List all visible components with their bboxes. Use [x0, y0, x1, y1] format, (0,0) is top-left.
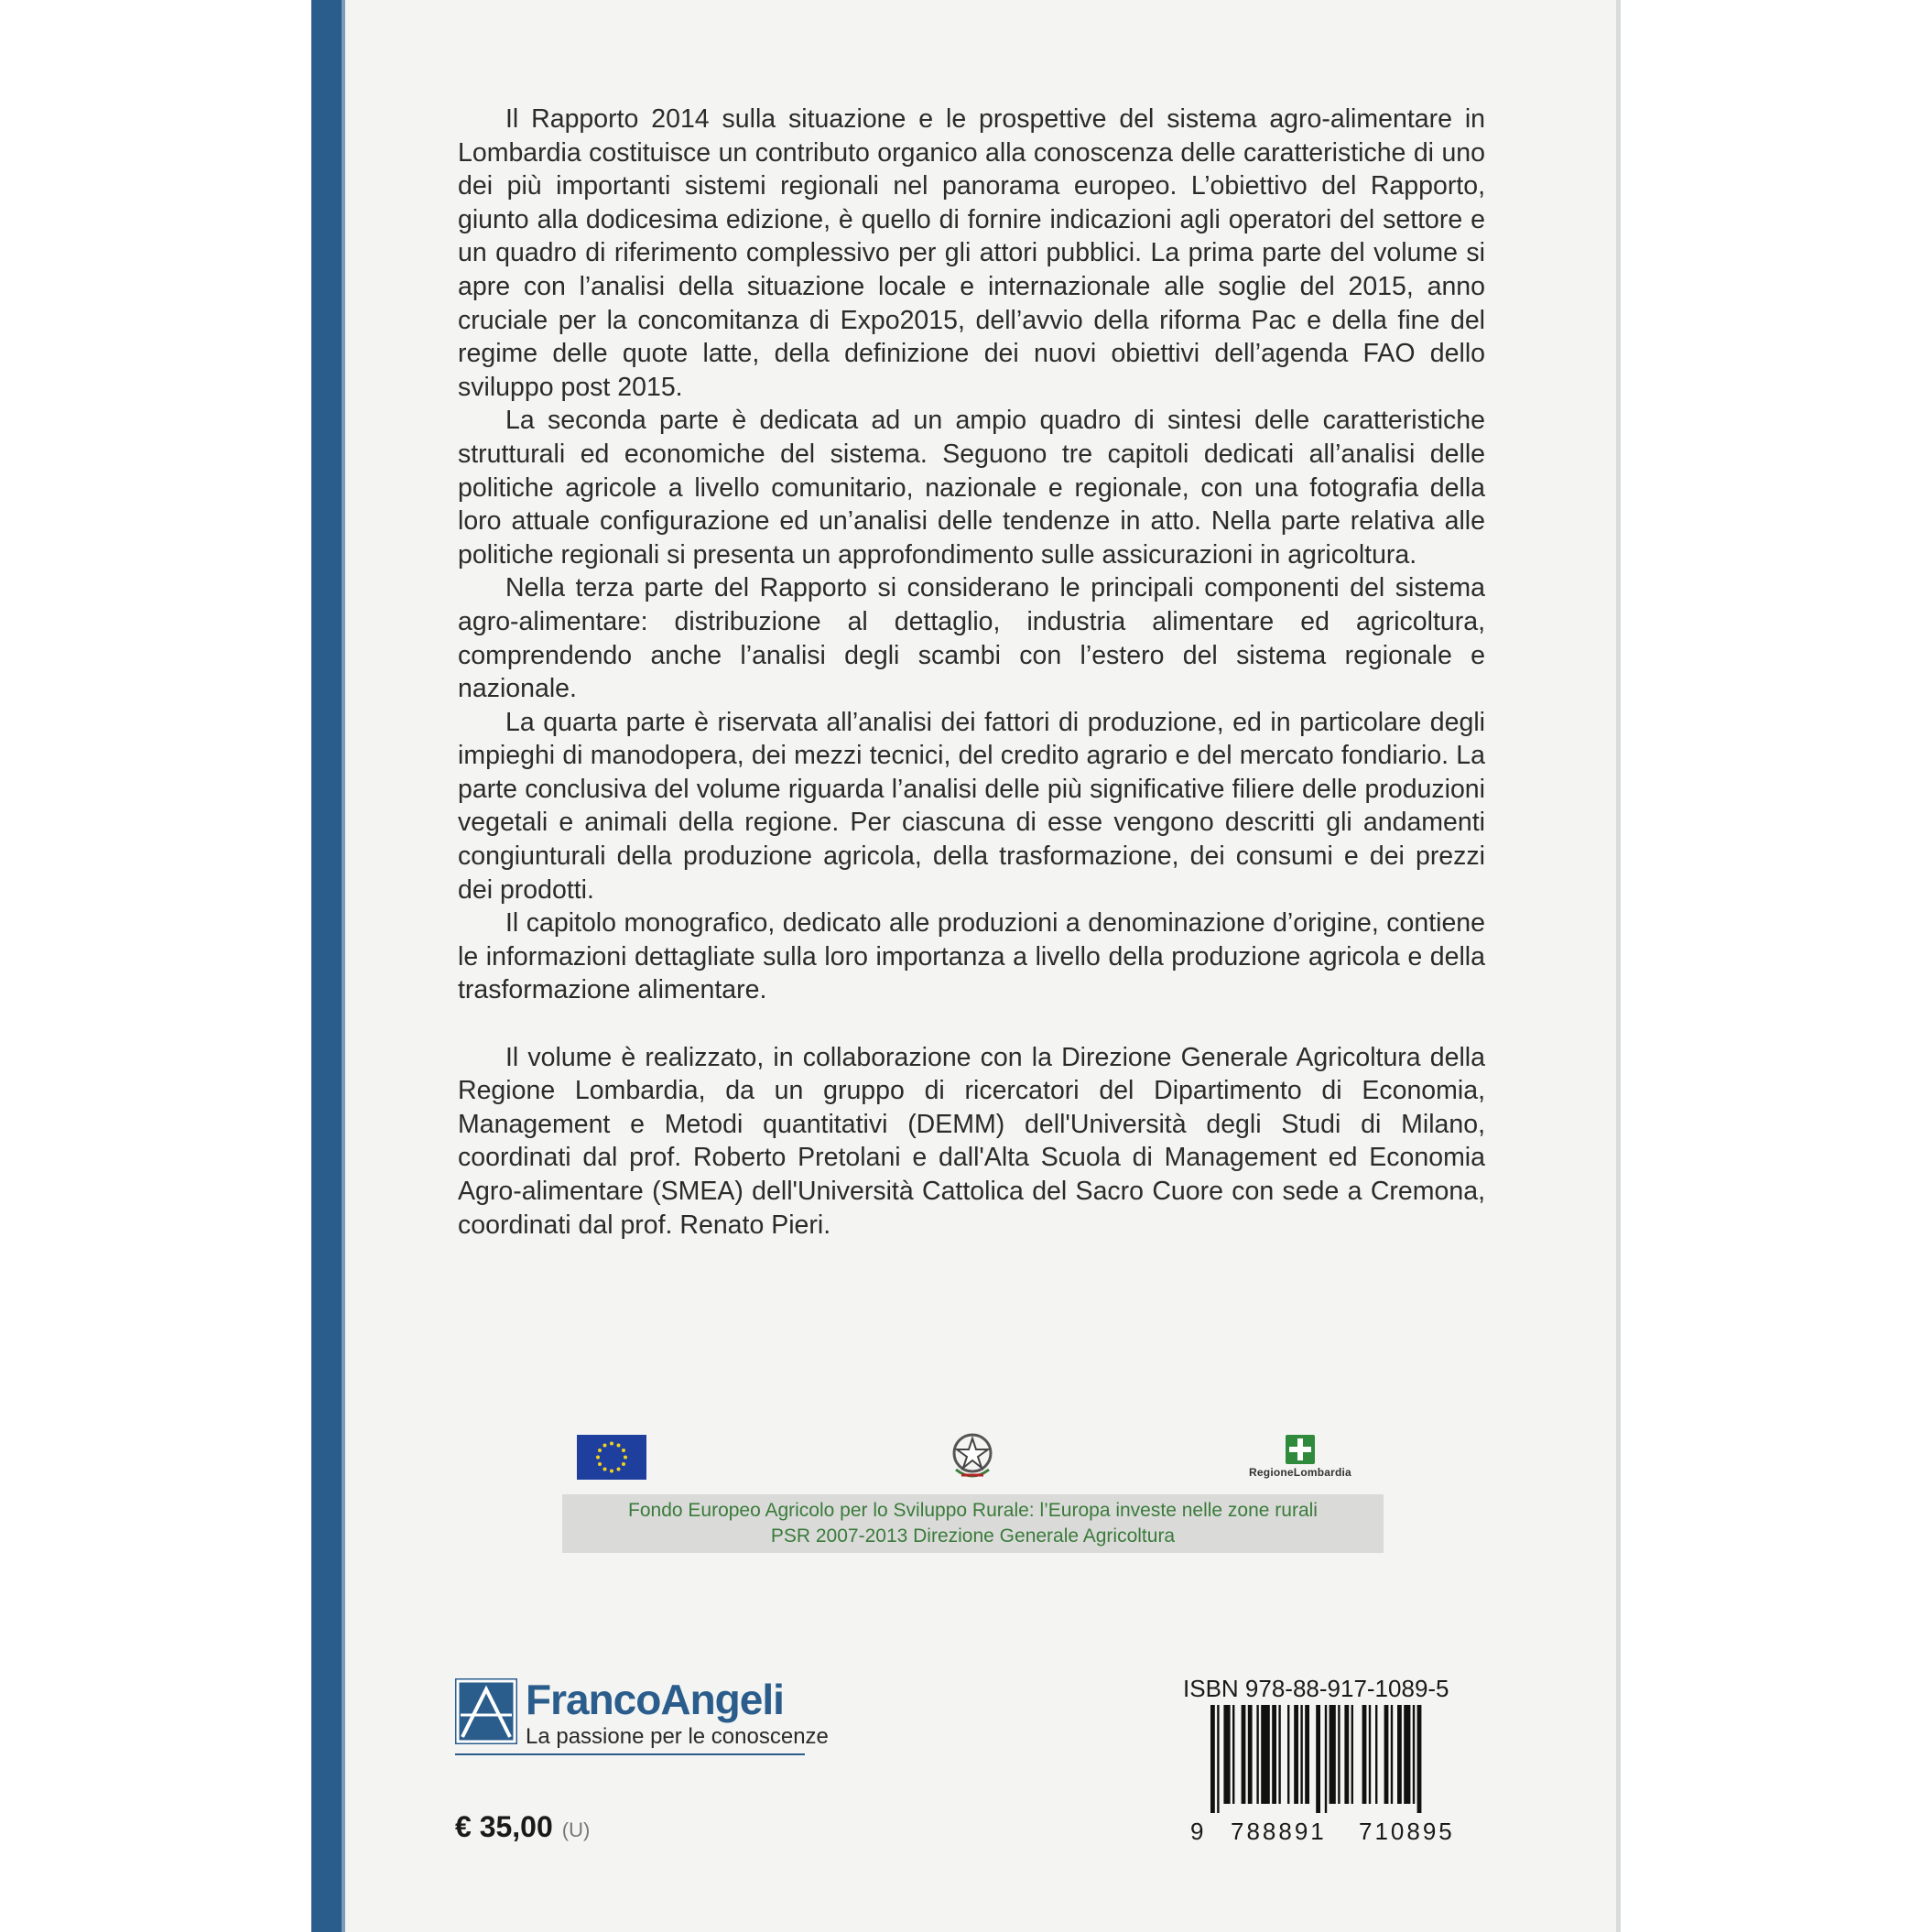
barcode-bar: [1223, 1705, 1230, 1804]
barcode-bar: [1261, 1705, 1270, 1804]
isbn-label: ISBN 978-88-917-1089-5: [1183, 1675, 1449, 1702]
barcode-bar: [1325, 1705, 1327, 1813]
barcode-bar: [1404, 1705, 1410, 1804]
blurb-paragraph-1: Il Rapporto 2014 sulla situazione e le prospettive del sistema agro-alimentare in Lombardia costituisce un contributo organico alla conoscenza delle caratteristiche di uno dei più importanti sistemi regionali nel panorama europeo. L’obiettivo del Rapporto, giunto alla dodicesima edizione, è quello di fornire indicazioni agli operatori del settore e un quadro di riferimento complessivo per gli attori pubblici. La prima parte del volume si apre con l’analisi della situazione locale e internazionale alle soglie del 2015, anno cruciale per la concomitanza di Expo2015, dell’avvio della riforma Pac e della fine del regime delle quote latte, della definizione dei nuovi obiettivi dell’agenda FAO dello sviluppo post 2015.: [458, 104, 1485, 402]
eu-star: [598, 1462, 602, 1466]
barcode-bar: [1391, 1705, 1393, 1804]
price: [455, 1810, 590, 1844]
blurb-paragraph-2: La seconda parte è dedicata ad un ampio quadro di sintesi delle caratteristiche strutturali ed economiche del sistema. Seguono tre capitoli dedicati all’analisi delle politiche agricole a livello comunitario, nazionale e regionale, con una fotografia della loro attuale configurazione ed un’analisi delle tendenze in atto. Nella parte relativa alle politiche regionali si presenta un approfondimento sulle assicurazioni in agricoltura.: [458, 406, 1485, 570]
eu-star: [596, 1456, 600, 1460]
funding-line-1: Fondo Europeo Agricolo per lo Sviluppo Rurale: l’Europa investe nelle zone rurali: [628, 1500, 1318, 1521]
eu-star: [603, 1467, 607, 1471]
barcode-first-digit: 9: [1190, 1818, 1204, 1845]
francoangeli-mark-icon: [455, 1678, 517, 1744]
barcode-bar: [1305, 1705, 1309, 1804]
eu-flag-icon: [577, 1435, 646, 1480]
barcode-bar: [1272, 1705, 1276, 1804]
barcode-bar: [1316, 1705, 1320, 1813]
barcode-bar: [1369, 1705, 1371, 1804]
publisher-name: FrancoAngeli: [526, 1676, 784, 1723]
barcode-bar: [1294, 1705, 1298, 1804]
cover-edge: [1616, 0, 1621, 1932]
barcode-bar: [1375, 1705, 1377, 1804]
eu-star: [610, 1470, 613, 1473]
barcode-bar: [1413, 1705, 1415, 1804]
price-code: (U): [561, 1818, 591, 1841]
barcode-bar: [1338, 1705, 1340, 1804]
eu-star: [624, 1456, 627, 1460]
price-value: € 35,00: [455, 1810, 553, 1843]
eu-star: [610, 1442, 613, 1446]
eu-star: [598, 1449, 602, 1452]
barcode-bar: [1397, 1705, 1402, 1804]
italy-emblem-icon: [949, 1429, 996, 1482]
blurb-text: [458, 103, 1485, 1242]
barcode-bar: [1417, 1705, 1422, 1813]
barcode-bar: [1217, 1705, 1219, 1813]
publisher-tagline: La passione per le conoscenze: [526, 1724, 829, 1749]
barcode-bar: [1256, 1705, 1258, 1804]
barcode-left-digits: 788891: [1231, 1818, 1327, 1845]
eu-star: [617, 1444, 621, 1448]
publisher-logo: [455, 1676, 829, 1757]
blurb-paragraph-5: Il capitolo monografico, dedicato alle produzioni a denominazione d’origine, contiene le informazioni dettagliate sulla loro importanza a livello della produzione agricola e della trasformazione alimentare.: [458, 908, 1485, 1005]
barcode-bar: [1330, 1705, 1336, 1804]
barcode-bar: [1242, 1705, 1246, 1804]
blurb-paragraph-4: La quarta parte è riservata all’analisi dei fattori di produzione, ed in particolare degli impieghi di manodopera, dei mezzi tecnici, del credito agrario e del mercato fondiario. La parte conclusiva del volume riguarda l’analisi delle più significative filiere delle produzioni vegetali e animali della regione. Per ciascuna di esse vengono descritti gli andamenti congiunturali della produzione agricola, della trasformazione, dei consumi e dei prezzi dei prodotti.: [458, 707, 1485, 905]
barcode-bar: [1248, 1705, 1253, 1804]
barcode-bar: [1362, 1705, 1367, 1804]
eu-star: [622, 1462, 625, 1466]
barcode-bar: [1300, 1705, 1302, 1804]
regione-lombardia-label: RegioneLombardia: [1249, 1466, 1351, 1479]
lombardia-rose-icon: [1286, 1435, 1315, 1464]
barcode-bar: [1278, 1705, 1280, 1804]
barcode-icon: [1210, 1705, 1485, 1813]
publisher-rule: [455, 1753, 805, 1755]
blurb-paragraph-3: Nella terza parte del Rapporto si considerano le principali componenti del sistema agro-alimentare: distribuzione al dettaglio, industria alimentare ed agricoltura, comprendendo anche l’analisi degli scambi con l’estero del sistema regionale e nazionale.: [458, 573, 1485, 704]
barcode-bar: [1351, 1705, 1353, 1804]
funding-notice: [562, 1494, 1384, 1553]
barcode-bar: [1344, 1705, 1349, 1804]
barcode-right-digits: 710895: [1359, 1818, 1455, 1845]
regione-lombardia-logo: [1236, 1435, 1364, 1482]
funding-line-2: PSR 2007-2013 Direzione Generale Agricoltura: [770, 1525, 1176, 1547]
barcode-bar: [1384, 1705, 1389, 1804]
eu-star: [603, 1444, 607, 1448]
credits-paragraph: Il volume è realizzato, in collaborazione con la Direzione Generale Agricoltura della Regione Lombardia, da un gruppo di ricercatori del Dipartimento di Economia, Management e Metodi quantitativi (DEMM) dell'Università degli Studi di Milano, coordinati dal prof. Roberto Pretolani e dall'Alta Scuola di Management ed Economia Agro-alimentare (SMEA) dell'Università Cattolica del Sacro Cuore con sede a Cremona, coordinati dal prof. Renato Pieri.: [458, 1042, 1485, 1240]
eu-star: [617, 1467, 621, 1471]
eu-star: [622, 1449, 625, 1452]
book-spine: [311, 0, 342, 1932]
barcode-bar: [1287, 1705, 1289, 1804]
barcode-bar: [1232, 1705, 1234, 1804]
barcode-bar: [1210, 1705, 1215, 1813]
